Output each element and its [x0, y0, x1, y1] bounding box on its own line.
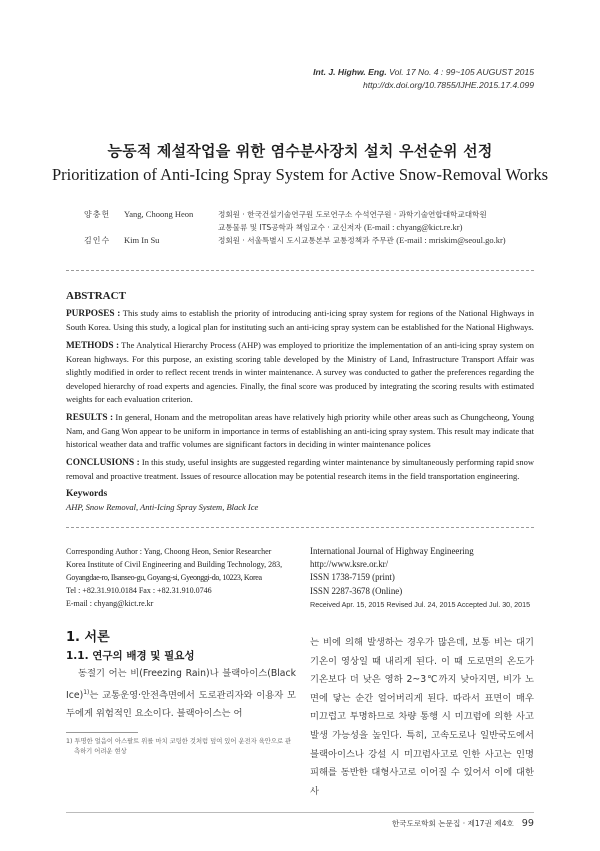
received-dates: Received Apr. 15, 2015 Revised Jul. 24, 2015 Accepted Jul. 30, 2015 [310, 599, 531, 609]
title-korean: 능동적 제설작업을 위한 염수분사장치 설치 우선순위 선정 [107, 142, 493, 160]
purposes-text: This study aims to establish the priority of introducing anti-icing spray system for regions of the National Highways in South Korea. Using this study, a logical plan for instituting such an anti-icing spray system can be established for the National Highways. [66, 308, 535, 333]
doi-link[interactable]: http://dx.doi.org/10.7855/IJHE.2015.17.4.099 [362, 80, 534, 90]
author-name-korean: 양충헌 [84, 210, 111, 219]
journal-short-name: Int. J. Highw. Eng. [313, 67, 387, 77]
body-column-left [66, 620, 296, 757]
footnote-ref: 1) [83, 688, 90, 696]
author-row [84, 208, 554, 221]
author-row [84, 234, 554, 247]
author-affiliation [218, 234, 554, 247]
issn-print: ISSN 1738-7159 (print) [310, 572, 395, 583]
issn-online: ISSN 2287-3678 (Online) [310, 585, 403, 596]
title-english: Prioritization of Anti-Icing Spray System for Active Snow-Removal Works [51, 165, 549, 184]
author-name-english: Kim In Su [124, 235, 160, 245]
results-text: In general, Honam and the metropolitan areas have relatively high priority while other areas such as Chungcheong, Young Nam, and Gang Won appear to be uniform in importance in terms of establishing an anti-icing spray system. This result may indicate that historical weather data and traffic volumes are significant factors in deciding in winter maintenance polices [66, 411, 534, 449]
body-text-b: 는 교통운영·안전측면에서 도로관리자와 이용자 모두에게 위험적인 요소이다. 블랙아이스는 어 [66, 689, 296, 720]
body-text-a: 동절기 어는 비(Freezing Rain)나 블랙아이스(Black Ice) [66, 668, 296, 701]
journal-url[interactable]: http://www.ksre.or.kr/ [310, 559, 389, 570]
conclusions-label: CONCLUSIONS : [66, 458, 140, 469]
page-footer [392, 818, 534, 829]
abstract-results [66, 411, 534, 451]
corr-line-3: Goyangdae-ro, Ilsanseo-gu, Goyang-si, Gyeonggi-do, 10223, Korea [66, 573, 262, 582]
keywords-list: AHP, Snow Removal, Anti-Icing Spray System, Black Ice [66, 502, 259, 513]
corr-email[interactable]: E-mail : chyang@kict.re.kr [66, 599, 154, 608]
author-affiliation-continued [84, 221, 554, 234]
abstract-purposes [66, 307, 534, 334]
author-affiliation: 정회원 · 한국건설기술연구원 도로연구소 수석연구원 · 과학기술연합대학교대학원 [218, 210, 487, 219]
divider-dashed-bottom [66, 527, 534, 528]
publication-info [310, 545, 540, 611]
author-name-korean: 김인수 [84, 236, 111, 245]
body-column-right: 는 비에 의해 발생하는 경우가 많은데, 보통 비는 대기 기온이 영상일 때 내리게 된다. 이 때 도로면의 온도가 기온보다 더 낮은 영하 2~3℃까지 낮아지면, 비가 노면에 닿는 순간 얼어버리게 된다. 따라서 표면이 매우 미끄럽고 투명하므로 차량 통행 시 미끄럼에 의한 사고 발생 가능성을 높인다. 특히, 고속도로나 일반국도에서 블랙아이스나 강설 시 미끄럼사고로 인한 사고는 인명피해를 동반한 대형사고로 이어질 수 있어서 이에 대한 사 [310, 637, 534, 797]
footer-divider [66, 812, 534, 813]
divider-dashed-top [66, 270, 534, 271]
abstract-conclusions [66, 456, 534, 483]
section-heading: 1. 서론 [66, 630, 110, 645]
conclusions-text: In this study, useful insights are suggested regarding winter maintenance by simultaneously performing rapid snow removal and proactive treatment. Issues of resource allocation may be potential research items in the field transportation engineering. [66, 457, 534, 482]
footnote: 1) 투명한 얼음이 아스팔트 위를 마치 코팅한 것처럼 덮여 있어 운전자 육안으로 관측하기 어려운 현상 [66, 737, 292, 755]
abstract-methods [66, 339, 534, 405]
journal-full-name: International Journal of Highway Engineering [310, 546, 474, 556]
keywords-heading: Keywords [66, 489, 108, 500]
methods-text: The Analytical Hierarchy Process (AHP) was employed to prioritize the implementation of an anti-icing spray system on Korean highways. For this purpose, an existing scoring table developed by the Ministry of Land, Infrastructure Transport Affair was slightly modified in order to reflect recent trends in winter maintenance. A survey was conducted to gather the preferences regarding the developed hierarchy of road experts and agencies. Finally, the final score was produced by integrating the scoring results with estimated weights for each evaluation criterion. [66, 340, 535, 404]
author-email[interactable]: (E-mail : mriskim@seoul.go.kr) [396, 235, 506, 245]
author-name-english: Yang, Choong Heon [124, 209, 194, 219]
author-affiliation-line1: 정회원 · 서울특별시 도시교통본부 교통정책과 주무관 [218, 236, 394, 245]
body-paragraph [66, 665, 296, 724]
author-email[interactable]: (E-mail : chyang@kict.re.kr) [363, 222, 463, 232]
footer-journal: 한국도로학회 논문집 · 제17권 제4호 [391, 819, 514, 828]
volume-issue: Vol. 17 No. 4 : 99~105 AUGUST 2015 [389, 67, 534, 77]
author-block [84, 208, 554, 247]
correspondence-block [66, 545, 306, 610]
subsection-heading: 1.1. 연구의 배경 및 필요성 [66, 650, 195, 662]
methods-label: METHODS : [66, 341, 120, 352]
corr-line-4: Tel : +82.31.910.0184 Fax : +82.31.910.0746 [66, 586, 212, 595]
purposes-label: PURPOSES : [66, 309, 121, 320]
page-number: 99 [521, 818, 534, 829]
corr-line-1: Corresponding Author : Yang, Choong Heon, Senior Researcher [66, 547, 272, 556]
author-affiliation-line2: 교통물류 및 ITS공학과 책임교수 · 교신저자 [218, 223, 362, 232]
abstract-section [66, 290, 534, 514]
footnote-divider [66, 732, 138, 733]
corr-line-2: Korea Institute of Civil Engineering and Building Technology, 283, [66, 560, 283, 569]
results-label: RESULTS : [66, 412, 114, 423]
journal-reference [313, 66, 534, 92]
abstract-heading: ABSTRACT [66, 290, 126, 302]
